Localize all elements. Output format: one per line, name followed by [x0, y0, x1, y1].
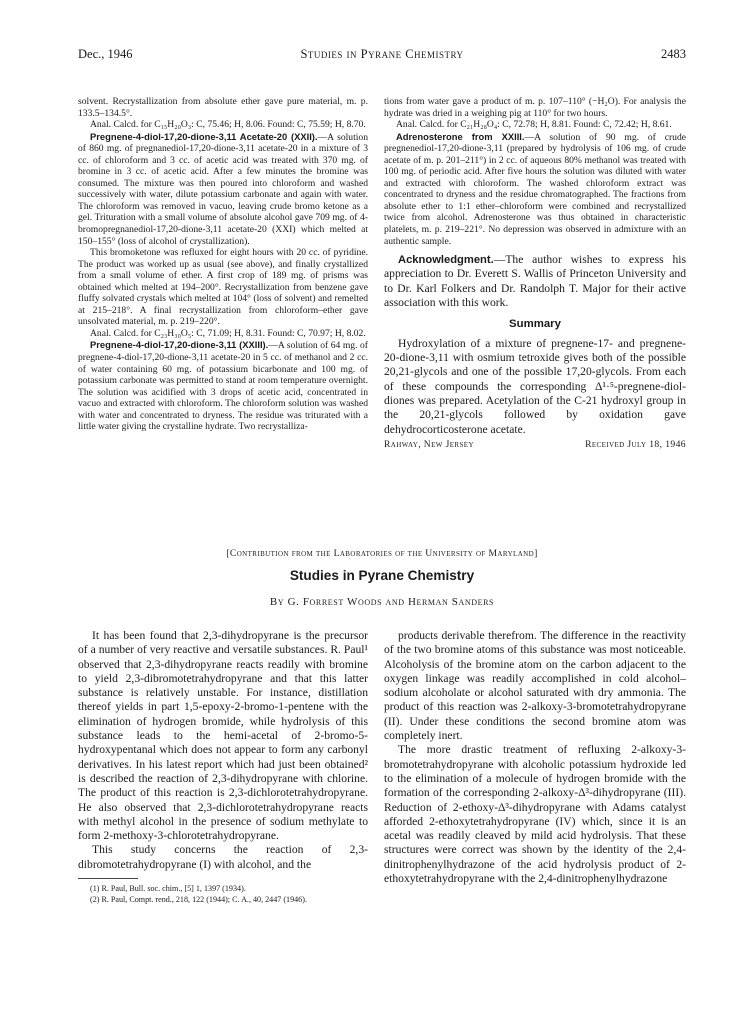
top-right-column	[384, 96, 686, 453]
contribution-line: [Contribution from the Laboratories of the University of Maryland]	[226, 548, 538, 559]
author-byline: By G. Forrest Woods and Herman Sanders	[269, 596, 495, 608]
paragraph: tions from water gave a product of m. p. 107–110° (−H₂O). For analysis the hydrate was dried in a weighing pig at 110° for two hours.	[384, 96, 686, 119]
paragraph: This study concerns the reaction of 2,3-dibromotetrahydropyrane (I) with alcohol, and the	[78, 843, 368, 871]
location: Rahway, New Jersey	[384, 438, 474, 450]
acknowledgment: Acknowledgment.—The author wishes to express his appreciation to Dr. Everett S. Wallis of Princeton University and to Dr. Karl Folkers and Dr. Randolph T. Major for their active association with this work.	[384, 253, 686, 309]
section-heading: Pregnene-4-diol-17,20-dione-3,11 Acetate-20 (XXII).	[90, 130, 318, 142]
paragraph: The more drastic treatment of refluxing 2-alkoxy-3-bromotetrahydropyrane with alcoholic potassium hydroxide led to the elimination of a molecule of hydrogen bromide with the formation of the corresponding 2-alkoxy-Δ³-dihydropyrane (III). Reduction of 2-ethoxy-Δ³-dihydropyrane with Adams catalyst afforded 2-ethoxytetrahydropyrane (IV) which, since it is an acetal was readily cleaved by mild acid hydrolysis. That these structures were correct was shown by the identity of the 2,4-dinitrophenylhydrazone of the acid hydrolysis product of 2-ethoxytetrahydropyrane with the 2,4-dinitrophenylhydrazone	[384, 743, 686, 886]
paragraph: This bromoketone was refluxed for eight hours with 20 cc. of pyridine. The product was worked up as usual (see above), and finally crystallized from a small volume of ether. A first crop of 189 mg. of prisms was obtained which melted at 194–200°. Recrystallization from benzene gave fluffy solvated crystals which melted at 104° (loss of solvent) and remelted at 215–218°. A final recrystallization from chloroform–ether gave unsolvated material, m. p. 219–220°.	[78, 247, 368, 328]
footnote: (2) R. Paul, Compt. rend., 218, 122 (1944); C. A., 40, 2447 (1946).	[90, 895, 307, 905]
received-date: Received July 18, 1946	[585, 438, 686, 450]
paragraph: Pregnene-4-diol-17,20-dione-3,11 Acetate-20 (XXII).—A solution of 860 mg. of pregnanediol-17,20-dione-3,11 acetate-20 in a mixture of 3 cc. of chloroform and 3 cc. of acetic acid was treated with 370 mg. of bromine in 3 cc. of acetic acid. After a few minutes the bromine was consumed. The mixture was then poured into chloroform and washed successively with water, dilute potassium carbonate and again with water. The chloroform was removed in vacuo, leaving crude bromo ketone as a gel. Trituration with a small volume of absolute alcohol gave 709 mg. of 4-bromopregnanediol-17,20-dione-3,11 acetate-20 (XXI) which melted at 150–155° (loss of alcohol of crystallization).	[78, 130, 369, 247]
paragraph: It has been found that 2,3-dihydropyrane is the precursor of a number of very reactive and versatile substances. R. Paul¹ observed that 2,3-dihydropyrane reacts readily with bromine to yield 2,3-dibromotetrahydropyrane and that this latter substance is relatively unstable. For instance, distillation thereof yields in part 1,5-epoxy-2-bromo-1-pentene with the elimination of hydrogen bromide, while hydrolysis of this substance leads to the hemi-acetal of 2-bromo-5-hydroxypentanal which does not appear to form any carbonyl derivatives. In his latest report which had just been obtained² is described the reaction of 2,3-dihydropyrane with chlorine. The product of this reaction is 2,3-dichlorotetrahydropyrane. He also observed that 2,3-dichlorotetrahydropyrane reacts with methyl alcohol in the presence of sodium methylate to form 2-methoxy-3-chlorotetrahydropyrane.	[78, 629, 368, 843]
footnote: (1) R. Paul, Bull. soc. chim., [5] 1, 1397 (1934).	[90, 884, 246, 894]
running-header	[78, 47, 686, 65]
header-journal-section: Studies in Pyrane Chemistry	[300, 47, 464, 61]
paragraph: Anal. Calcd. for C₂₃H₃₀O₅: C, 71.09; H, 8.31. Found: C, 70.97; H, 8.02.	[90, 327, 366, 339]
article-title: Studies in Pyrane Chemistry	[289, 568, 475, 583]
summary-text: Hydroxylation of a mixture of pregnene-17- and pregnene-20-dione-3,11 with osmium tetroxide gives both of the possible 20,21-glycols and one of the possible 17,20-glycols. From each of these compounds the corresponding Δ¹·⁵-pregnene-diol-diones was prepared. Acetylation of the C-21 hydroxyl group in the 20,21-glycols followed by oxidation gave dehydrocorticosterone acetate.	[384, 336, 686, 436]
paragraph: solvent. Recrystallization from absolute ether gave pure material, m. p. 133.5–134.5°.	[78, 96, 368, 119]
bottom-right-column	[384, 629, 686, 886]
header-date: Dec., 1946	[78, 47, 133, 61]
footnote-rule	[78, 878, 138, 879]
paragraph: Anal. Calcd. for C₁₅H₂₀O₃: C, 75.46; H, 8.06. Found: C, 75.59; H, 8.70.	[90, 119, 366, 131]
paragraph: Pregnene-4-diol-17,20-dione-3,11 (XXIII).—A solution of 64 mg. of pregnene-4-diol-17,20-dione-3,11 acetate-20 in 5 cc. of methanol and 2 cc. of water containing 60 mg. of potassium bicarbonate and 100 mg. of potassium carbonate was permitted to stand at room temperature overnight. The solution was acidified with 3 drops of acetic acid, concentrated in vacuo and extracted with chloroform. The chloroform solution was washed with water and concentrated to dryness. The residue was triturated with a little water giving the crystalline hydrate. Two recrystalliza-	[78, 339, 369, 433]
section-heading: Adrenosterone from XXIII.	[396, 130, 525, 142]
paragraph: Anal. Calcd. for C₂₁H₂₈O₄: C, 72.78; H, 8.81. Found: C, 72.42; H, 8.61.	[396, 119, 672, 131]
signoff	[384, 439, 686, 453]
page-number: 2483	[661, 47, 686, 61]
paragraph: products derivable therefrom. The difference in the reactivity of the two bromine atoms of this substance was most noticeable. Alcoholysis of the bromine atom on the carbon adjacent to the oxygen linkage was readily accomplished in cold alcohol–sodium alcoholate or alcohol saturated with dry ammonia. The product of this reaction was 2-alkoxy-3-bromotetrahydropyrane (II). Under these conditions the second bromine atom was completely inert.	[384, 629, 686, 743]
summary-heading: Summary	[509, 318, 561, 331]
section-heading: Pregnene-4-diol-17,20-dione-3,11 (XXIII).	[90, 339, 269, 351]
acknowledgment-heading: Acknowledgment.	[398, 254, 494, 267]
top-left-column	[78, 96, 368, 433]
bottom-left-column	[78, 629, 368, 905]
paragraph: Adrenosterone from XXIII.—A solution of 90 mg. of crude pregnenediol-17,20-dione-3,11 (prepared by hydrolysis of 106 mg. of crude acetate of m. p. 201–211°) in 2 cc. of aqueous 80% methanol was treated with 100 mg. of periodic acid. After five hours the solution was diluted with water and extracted with chloroform. The washed chloroform extract was concentrated to dryness and the residue chromatographed. The fractions from absolute ether to 1:1 ether–chloroform were combined and recrystallized twice from alcohol. Adrenosterone was thus obtained in characteristic platelets, m. p. 219–221°. No depression was observed in admixture with an authentic sample.	[384, 130, 686, 247]
